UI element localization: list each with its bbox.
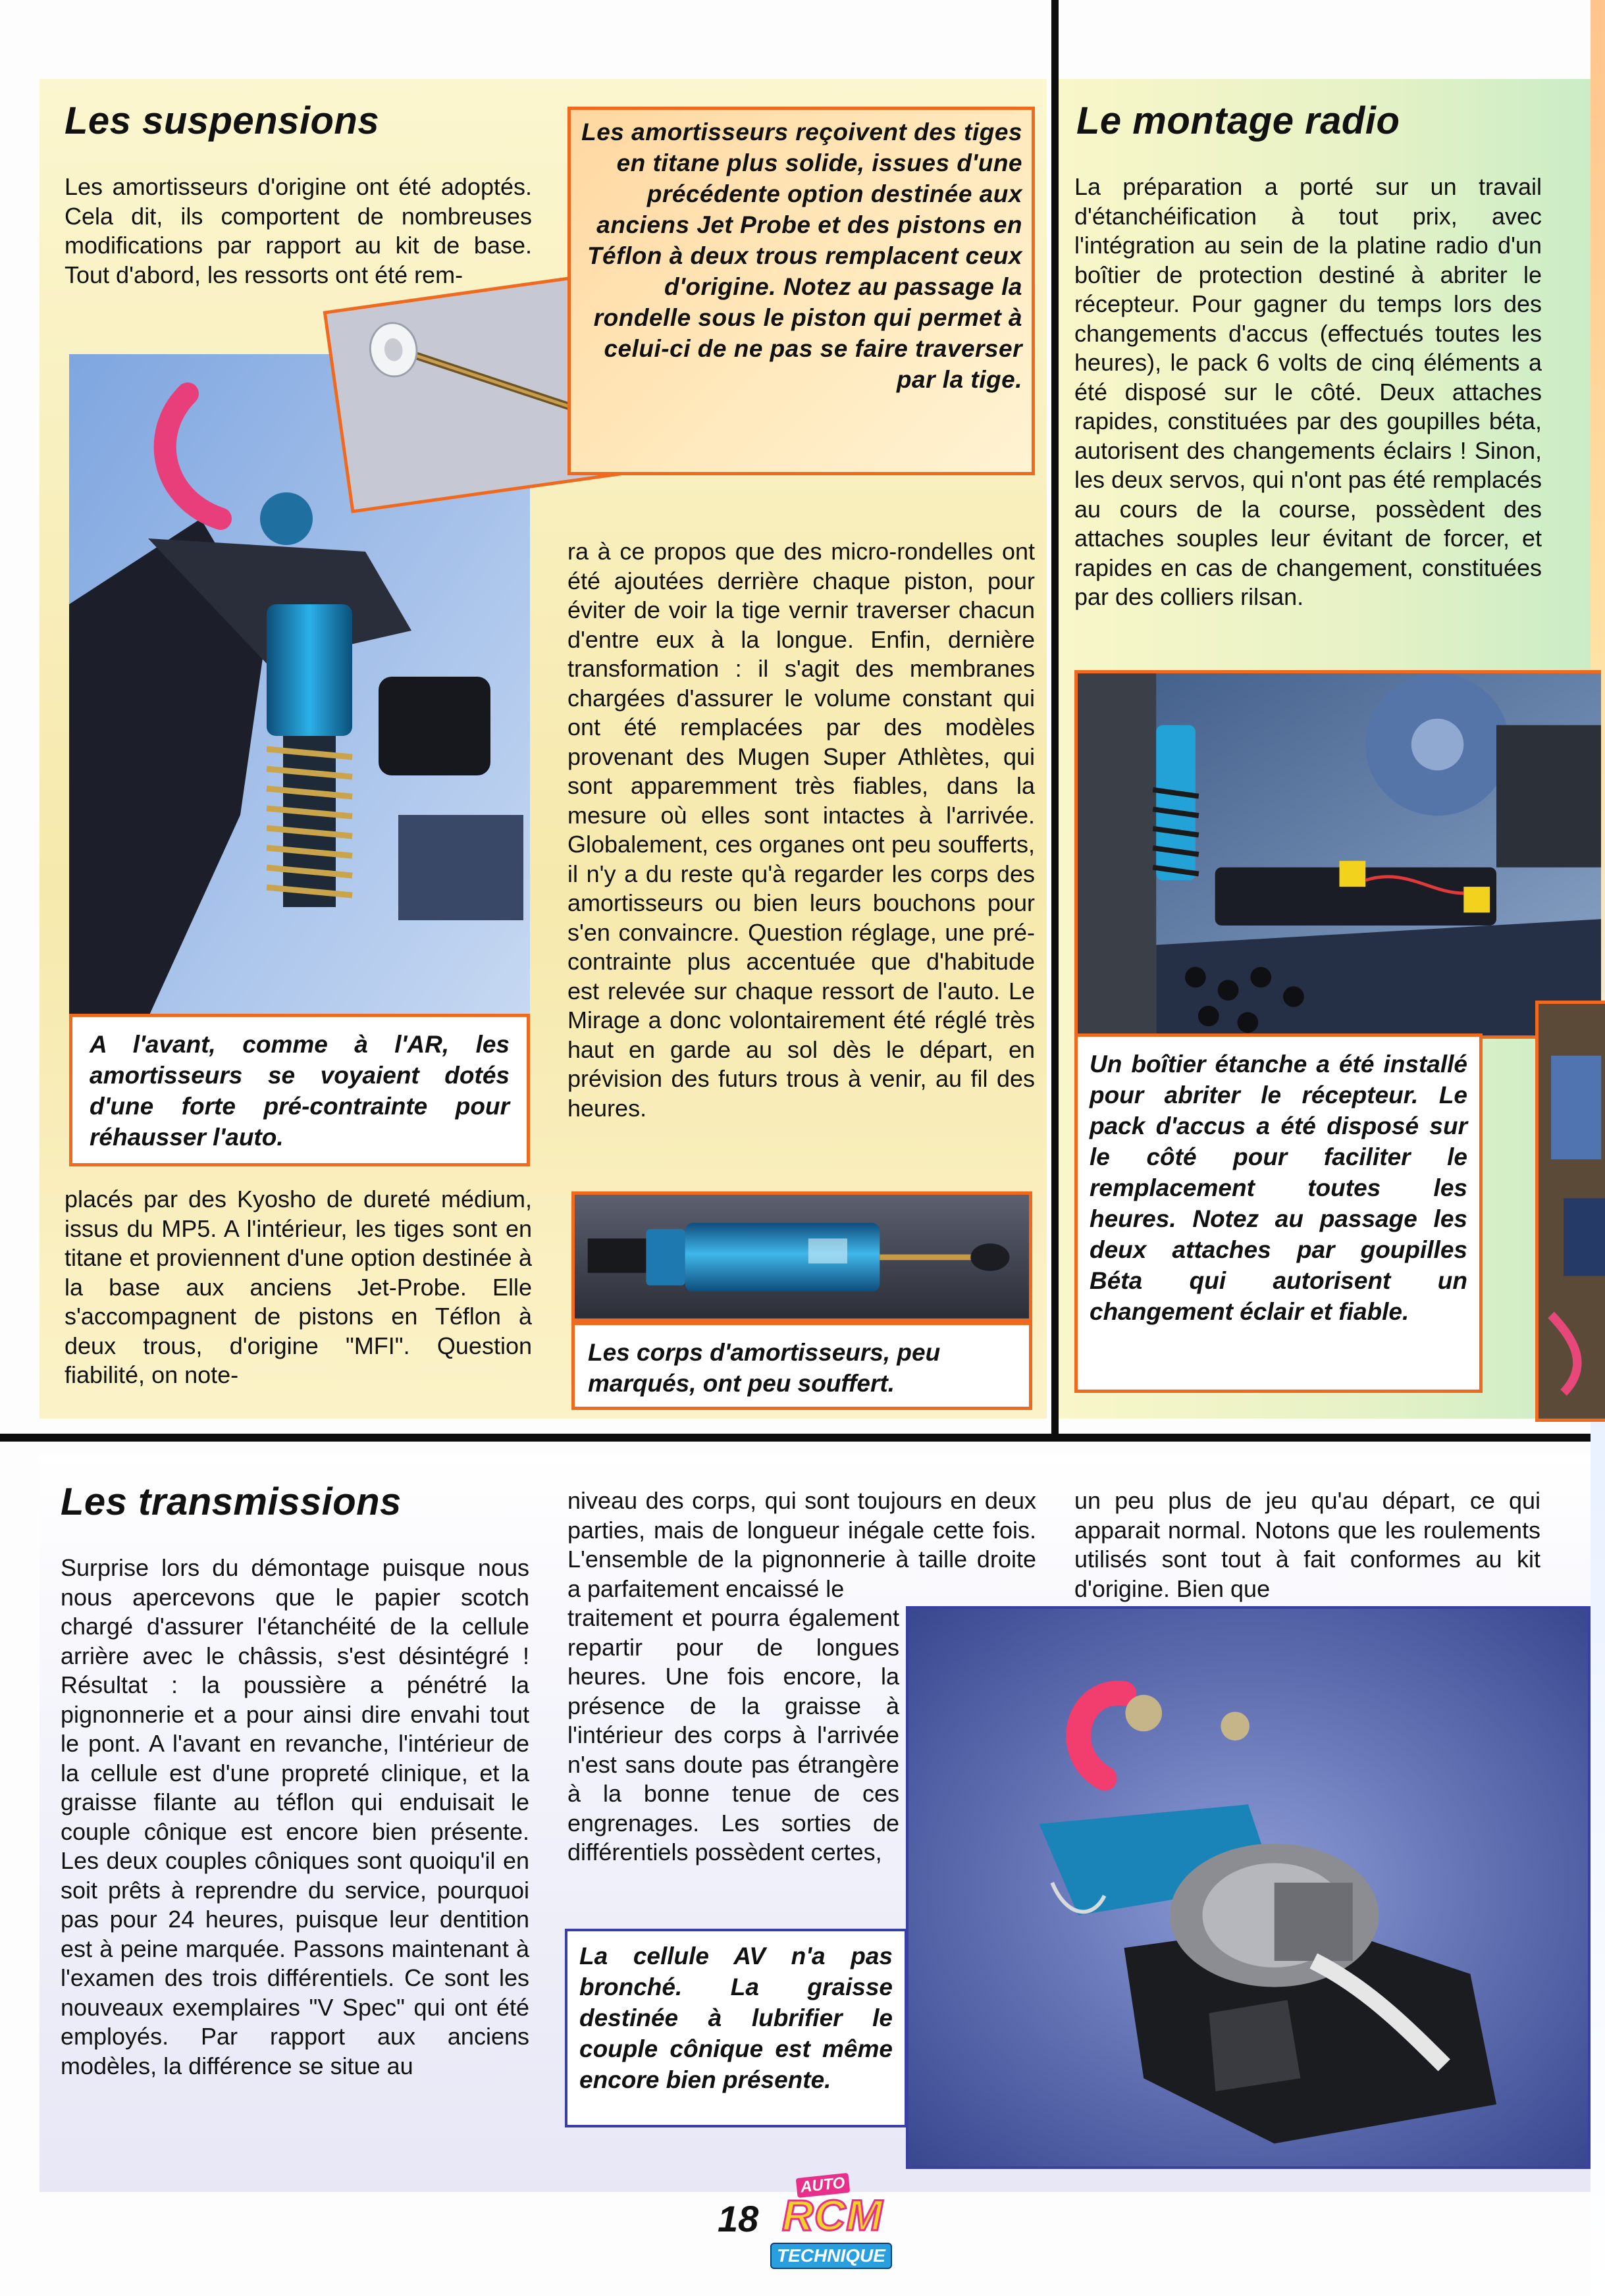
photo-gearbox (906, 1606, 1591, 2169)
radio-body-text: La préparation a porté sur un travail d'étanchéification à tout prix, avec l'intégration au sein de la platine radio d'un boîtier de protection destiné à abriter le récepteur. Pour gagner du temps lors des changements d'accus (effectués toutes les heures), le pack 6 volts de cinq éléments a été disposé sur le côté. Deux attaches rapides, constituées par des goupilles béta, autorisent des changements éclairs ! Sinon, les deux servos, qui n'ont pas été remplacés au cours de la course, possèdent des attaches souples leur évitant de forcer, et rapides en cas de changement, constituées par des colliers rilsan. (1074, 173, 1542, 610)
caption-box-radio (1074, 1033, 1483, 1393)
logo-technique: TECHNIQUE (770, 2243, 892, 2269)
middle-body-text: ra à ce propos que des micro-rondelles ont été ajoutées derrière chaque piston, pour éviter de voir la tige vernir traverser chacun d'entre eux à la longue. Enfin, dernière transformation : il s'agit des membranes chargées d'assurer le volume constant qui ont été remplacées par des modèles provenant des Mugen Super Athlètes, qui sont apparemment très fiables, dans la mesure où elles sont intactes à l'arrivée. Globalement, ces organes ont peu soufferts, il n'y a du reste qu'à regarder les corps des amortisseurs ou bien leurs bouchons pour s'en convaincre. Question réglage, une pré-contrainte plus accentuée que d'habitude est relevée sur chaque ressort de l'auto. Le Mirage a donc volontairement été réglé très haut en garde au sol dès le départ, en prévision des futurs trous à venir, au fil des heures. (567, 538, 1035, 1122)
vertical-divider (1051, 0, 1059, 1442)
callout-box-titanium (567, 107, 1035, 475)
section-title-suspensions: Les suspensions (65, 99, 380, 142)
transmissions-col2-mid: traitement et pourra également repartir pour de longues heures. Une fois encore, la présence de la graisse à l'intérieur des corps à l'arrivée n'est sans doute pas étrangère à la bonne tenue de ces engrenages. Les sorties de différentiels possèdent certes, (567, 1604, 899, 1866)
caption-front-shock: A l'avant, comme à l'AR, les amortisseurs se voyaient dotés d'une forte pré-contrainte pour réhausser l'auto. (90, 1031, 510, 1151)
caption-shock-body: Les corps d'amortisseurs, peu marqués, ont peu souffert. (588, 1339, 941, 1397)
caption-box-gearbox (565, 1929, 907, 2127)
photo-shock-body (571, 1191, 1032, 1322)
logo-auto: AUTO (796, 2173, 850, 2198)
logo-rcm: RCM (782, 2191, 883, 2239)
photo-radio-tray (1074, 670, 1601, 1039)
shock-body-image (575, 1195, 1029, 1318)
section-title-radio: Le montage radio (1076, 99, 1400, 142)
caption-gearbox: La cellule AV n'a pas bronché. La graisse destinée à lubrifier le couple cônique est même encore bien présente. (579, 1943, 893, 2093)
transmissions-col2-top: niveau des corps, qui sont toujours en deux parties, mais de longueur inégale cette fois. L'ensemble de la pignonnerie à taille droite a parfaitement encaissé le (567, 1487, 1036, 1602)
suspensions-continued: placés par des Kyosho de dureté médium, issus du MP5. A l'intérieur, les tiges sont en titane et proviennent d'une option destinée à la base aux anciens Jet-Probe. Elle s'accompagnent de pistons en Téflon à deux trous, d'origine "MFI". Question fiabilité, on note- (65, 1186, 532, 1388)
caption-box-shock-body (571, 1322, 1032, 1410)
section-title-transmissions: Les transmissions (61, 1480, 402, 1523)
radio-tray-image (1078, 673, 1601, 1035)
gearbox-image (908, 1609, 1588, 2166)
page-number: 18 (718, 2198, 759, 2239)
rcm-logo (769, 2176, 901, 2271)
caption-radio: Un boîtier étanche a été installé pour abriter le récepteur. Le pack d'accus a été disposé sur le côté pour faciliter le remplacement toutes les heures. Notez au passage les deux attaches par goupilles Béta qui autorisent un changement éclair et fiable. (1090, 1051, 1467, 1325)
caption-box-front-shock (69, 1014, 530, 1166)
right-edge-image (1539, 1004, 1605, 1419)
transmissions-col1: Surprise lors du démontage puisque nous nous apercevons que le papier scotch chargé d'assurer l'étanchéité de la cellule arrière avec le châssis, s'est désintégré ! Résultat : la poussière a pénétré la pignonnerie et a pour ainsi dire envahi tout le pont. A l'avant en revanche, l'intérieur de la cellule est d'une propreté clinique, et la graisse filante au téflon qui enduisait le couple cônique est encore bien présente. Les deux couples côniques sont quoiqu'il en soit prêts à reprendre du service, pourquoi pas pour 24 heures, puisque leur dentition est à peine marquée. Passons maintenant à l'examen des trois différentiels. Ce sont les nouveaux exemplaires "V Spec" qui ont été employés. Par rapport aux anciens modèles, la différence se situe au (61, 1554, 529, 2079)
photo-right-edge (1535, 1001, 1605, 1422)
callout-titanium-caption: Les amortisseurs reçoivent des tiges en titane plus solide, issues d'une précédente option destinée aux anciens Jet Probe et des pistons en Téflon à deux trous remplacent ceux d'origine. Notez au passage la rondelle sous le piston qui permet à celui-ci de ne pas se faire traverser par la tige. (581, 118, 1022, 393)
transmissions-col3-top: un peu plus de jeu qu'au départ, ce qui apparait normal. Notons que les roulements utilisés sont tout à fait conformes au kit d'origine. Bien que (1074, 1487, 1540, 1602)
horizontal-divider (0, 1434, 1605, 1442)
suspensions-intro: Les amortisseurs d'origine ont été adoptés. Cela dit, ils comportent de nombreuses modifications par rapport au kit de base. Tout d'abord, les ressorts ont été rem- (65, 173, 532, 288)
